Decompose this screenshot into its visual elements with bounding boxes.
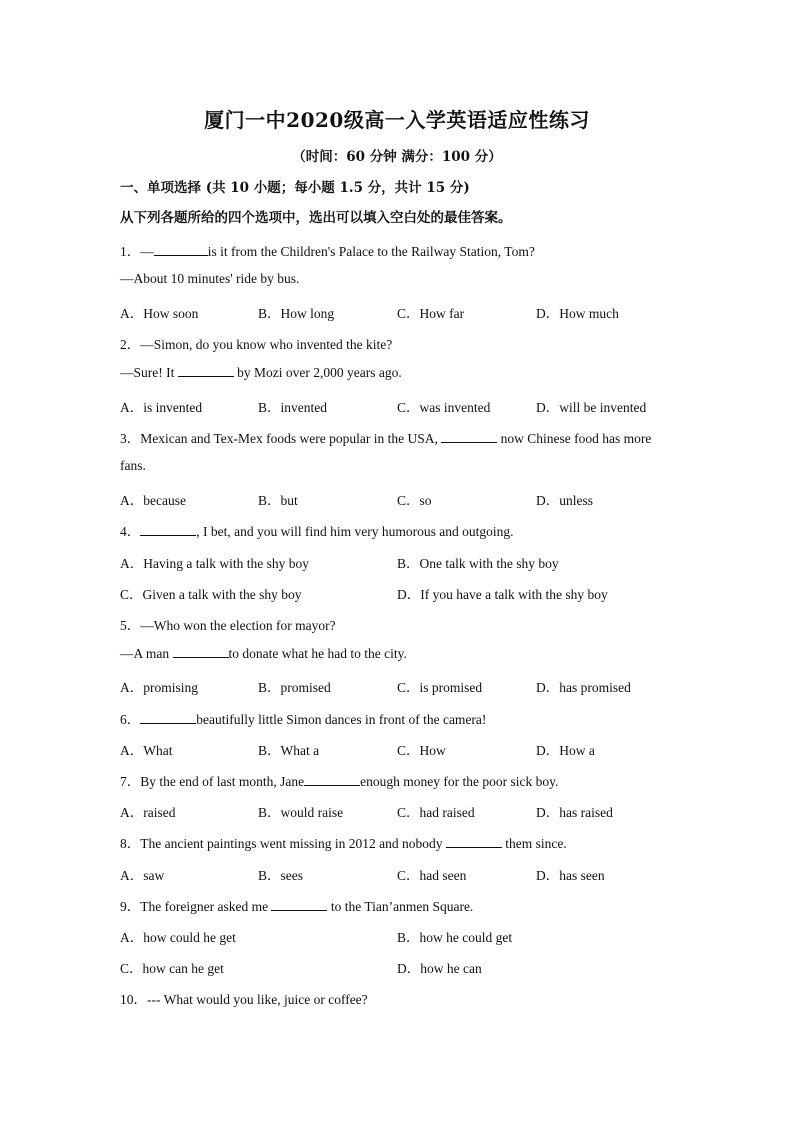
option-a[interactable]: A．saw (120, 868, 165, 883)
question-9: 9．The foreigner asked me to the Tian’anmen Square. (120, 899, 474, 914)
option-a[interactable]: A．What (120, 743, 173, 758)
option-b[interactable]: B．but (258, 493, 298, 508)
question-5: 5．—Who won the election for mayor? (120, 618, 336, 633)
question-4: 4． , I bet, and you will find him very humorous and outgoing. (120, 524, 514, 539)
option-c[interactable]: C．was invented (397, 400, 491, 415)
option-c[interactable]: C．so (397, 493, 432, 508)
question-10: 10．--- What would you like, juice or coffee? (120, 992, 368, 1007)
answer-blank (140, 523, 196, 536)
option-b[interactable]: B．How long (258, 306, 335, 321)
option-d[interactable]: D．has raised (536, 805, 613, 820)
section-instruction: 从下列各题所给的四个选项中，选出可以填入空白处的最佳答案。 (120, 210, 512, 226)
option-b[interactable]: B．One talk with the shy boy (397, 556, 559, 571)
option-b[interactable]: B．promised (258, 680, 331, 695)
section-heading: 一、单项选择 (共 10 小题；每小题 1.5 分，共计 15 分) (120, 180, 470, 196)
question-3: 3．Mexican and Tex-Mex foods were popular in the USA, now Chinese food has more (120, 431, 652, 446)
option-d[interactable]: D．If you have a talk with the shy boy (397, 587, 608, 602)
option-c[interactable]: C．had seen (397, 868, 467, 883)
question-5-reply: —A man to donate what he had to the city. (120, 646, 407, 661)
option-c[interactable]: C．is promised (397, 680, 483, 695)
exam-time-score: （时间：60 分钟 满分：100 分） (292, 149, 502, 165)
option-c[interactable]: C．had raised (397, 805, 475, 820)
option-d[interactable]: D．how he can (397, 961, 482, 976)
option-d[interactable]: D．How much (536, 306, 619, 321)
question-7: 7．By the end of last month, Jane enough money for the poor sick boy. (120, 774, 559, 789)
answer-blank (271, 898, 327, 911)
question-1: 1．— is it from the Children's Palace to the Railway Station, Tom? (120, 244, 535, 259)
option-b[interactable]: B．how he could get (397, 930, 513, 945)
option-b[interactable]: B．would raise (258, 805, 344, 820)
option-b[interactable]: B．What a (258, 743, 320, 758)
option-d[interactable]: D．How a (536, 743, 595, 758)
option-a[interactable]: A．is invented (120, 400, 203, 415)
answer-blank (154, 243, 208, 256)
answer-blank (304, 773, 360, 786)
option-a[interactable]: A．how could he get (120, 930, 236, 945)
question-3-continued: fans. (120, 458, 146, 473)
option-c[interactable]: C．How far (397, 306, 465, 321)
answer-blank (446, 835, 502, 848)
question-6: 6． beautifully little Simon dances in front of the camera! (120, 712, 487, 727)
option-a[interactable]: A．because (120, 493, 186, 508)
option-a[interactable]: A．raised (120, 805, 176, 820)
question-2: 2．—Simon, do you know who invented the kite? (120, 337, 393, 352)
option-d[interactable]: D．unless (536, 493, 593, 508)
option-d[interactable]: D．has promised (536, 680, 631, 695)
answer-blank (178, 364, 234, 377)
option-a[interactable]: A．How soon (120, 306, 199, 321)
option-b[interactable]: B．sees (258, 868, 303, 883)
option-c[interactable]: C．how can he get (120, 961, 224, 976)
answer-blank (140, 711, 196, 724)
option-c[interactable]: C．How (397, 743, 446, 758)
answer-blank (173, 645, 229, 658)
option-a[interactable]: A．Having a talk with the shy boy (120, 556, 309, 571)
option-d[interactable]: D．has seen (536, 868, 605, 883)
question-8: 8．The ancient paintings went missing in 2012 and nobody them since. (120, 836, 567, 851)
question-1-reply: —About 10 minutes' ride by bus. (120, 271, 300, 286)
option-b[interactable]: B．invented (258, 400, 327, 415)
question-2-reply: —Sure! It by Mozi over 2,000 years ago. (120, 365, 402, 380)
answer-blank (441, 430, 497, 443)
page-title: 厦门一中2020级高一入学英语适应性练习 (204, 108, 590, 132)
option-a[interactable]: A．promising (120, 680, 199, 695)
option-c[interactable]: C．Given a talk with the shy boy (120, 587, 302, 602)
option-d[interactable]: D．will be invented (536, 400, 647, 415)
